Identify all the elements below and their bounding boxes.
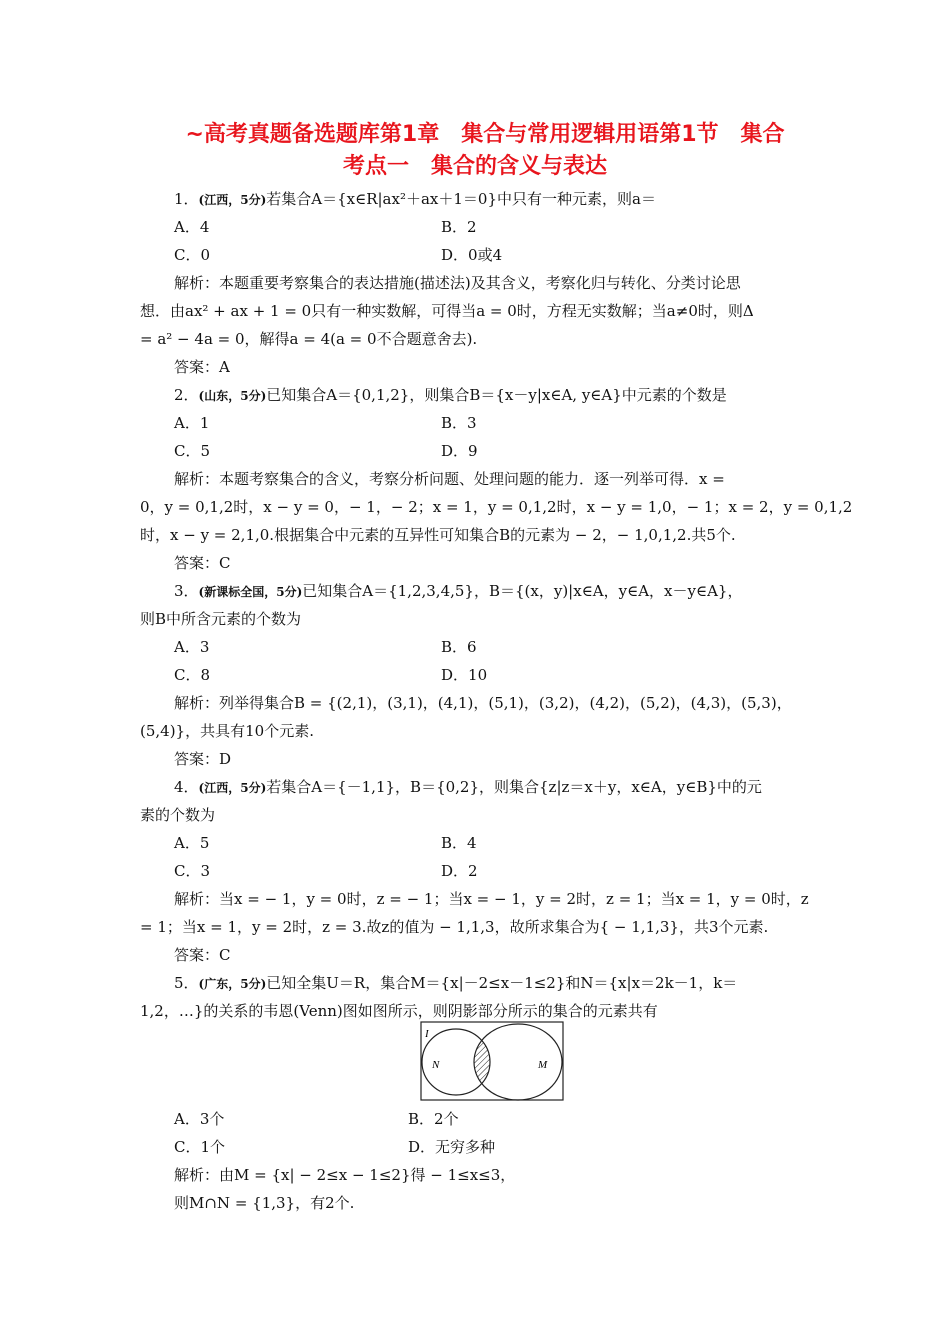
option-d: D．0或4: [441, 246, 503, 264]
option-a: A．4: [174, 218, 210, 236]
question-number: 2．: [174, 386, 199, 404]
section-heading: 考点一 集合的含义与表达: [342, 154, 607, 179]
document-title: ~高考真题备选题库第1章 集合与常用逻辑用语第1节 集合: [185, 122, 785, 147]
explanation-line: 解析：由M = {x| − 2≤x − 1≤2}得 − 1≤x≤3，: [174, 1166, 516, 1184]
question-number: 3．: [174, 582, 199, 600]
answer: 答案：D: [174, 750, 232, 768]
question-number: 1．: [174, 190, 199, 208]
question-text: 已知全集U＝R，集合M＝{x|－2≤x－1≤2}和N＝{x|x＝2k－1，k＝: [266, 974, 738, 992]
option-a: A．5: [174, 834, 210, 852]
question-source: (江西，5分): [198, 193, 267, 207]
question-text-cont: 则B中所含元素的个数为: [140, 610, 302, 628]
explanation-line: 则M∩N = {1,3}，有2个.: [174, 1194, 355, 1212]
option-d: D．10: [441, 666, 488, 684]
question-2-stem: [174, 384, 727, 407]
label-i: I: [425, 1028, 429, 1040]
answer: 答案：C: [174, 554, 231, 572]
option-b: B．6: [441, 638, 477, 656]
label-m: M: [538, 1059, 548, 1071]
explanation-line: 时，x − y = 2,1,0.根据集合中元素的互异性可知集合B的元素为 − 2，− 1,0,1,2.共5个.: [140, 526, 736, 544]
question-4-stem: [174, 776, 762, 799]
explanation-line: 解析：本题重要考察集合的表达措施(描述法)及其含义，考察化归与转化、分类讨论思: [174, 274, 741, 292]
option-c: C．3: [174, 862, 211, 880]
question-text: 若集合A＝{－1,1}，B＝{0,2}，则集合{z|z＝x＋y，x∈A，y∈B}中的元: [266, 778, 762, 796]
answer: 答案：C: [174, 946, 231, 964]
question-number: 5．: [174, 974, 199, 992]
option-b: B．2: [441, 218, 477, 236]
question-number: 4．: [174, 778, 199, 796]
option-d: D．2: [441, 862, 478, 880]
explanation-line: 解析：本题考察集合的含义，考察分析问题、处理问题的能力．逐一列举可得．x =: [174, 470, 725, 488]
question-text: 已知集合A＝{0,1,2}，则集合B＝{x－y|x∈A, y∈A}中元素的个数是: [266, 386, 727, 404]
option-b: B．3: [441, 414, 477, 432]
explanation-line: = a² − 4a = 0，解得a = 4(a = 0不合题意舍去).: [140, 330, 478, 348]
question-1-stem: [174, 188, 656, 211]
option-a: A．3: [174, 638, 210, 656]
question-source: (新课标全国，5分): [198, 585, 303, 599]
question-text: 若集合A＝{x∈R|ax²＋ax＋1＝0}中只有一种元素，则a＝: [266, 190, 656, 208]
question-text-cont: 素的个数为: [140, 806, 216, 824]
explanation-line: 想．由ax² + ax + 1 = 0只有一种实数解，可得当a = 0时，方程无实数解；当a≠0时，则Δ: [140, 302, 754, 320]
option-c: C．5: [174, 442, 211, 460]
explanation-line: 解析：列举得集合B = {(2,1)，(3,1)，(4,1)，(5,1)，(3,2)，(4,2)，(5,2)，(4,3)，(5,3)，: [174, 694, 792, 712]
question-source: (江西，5分): [198, 781, 267, 795]
option-d: D．无穷多种: [408, 1138, 496, 1156]
option-c: C．8: [174, 666, 211, 684]
question-5-stem: [174, 972, 737, 995]
option-c: C．0: [174, 246, 211, 264]
answer: 答案：A: [174, 358, 230, 376]
explanation-line: 解析：当x = − 1，y = 0时，z = − 1；当x = − 1，y = 2时，z = 1；当x = 1，y = 0时，z: [174, 890, 809, 908]
option-d: D．9: [441, 442, 478, 460]
question-text-cont: 1,2，…}的关系的韦恩(Venn)图如图所示，则阴影部分所示的集合的元素共有: [140, 1002, 658, 1020]
option-a: A．1: [174, 414, 210, 432]
question-source: (广东，5分): [198, 977, 267, 991]
label-n: N: [432, 1059, 440, 1071]
option-a: A．3个: [174, 1110, 225, 1128]
question-3-stem: [174, 580, 742, 603]
question-source: (山东，5分): [198, 389, 267, 403]
venn-diagram: [420, 1021, 564, 1101]
option-c: C．1个: [174, 1138, 226, 1156]
explanation-line: (5,4)}，共具有10个元素.: [140, 722, 314, 740]
option-b: B．4: [441, 834, 477, 852]
question-text: 已知集合A＝{1,2,3,4,5}，B＝{(x，y)|x∈A，y∈A，x－y∈A}，: [302, 582, 743, 600]
option-b: B．2个: [408, 1110, 459, 1128]
explanation-line: 0，y = 0,1,2时，x − y = 0，− 1，− 2；x = 1，y = 0,1,2时，x − y = 1,0，− 1；x = 2，y = 0,1,2: [140, 498, 853, 516]
explanation-line: = 1；当x = 1，y = 2时，z = 3.故z的值为 − 1,1,3，故所求集合为{ − 1,1,3}，共3个元素.: [140, 918, 769, 936]
